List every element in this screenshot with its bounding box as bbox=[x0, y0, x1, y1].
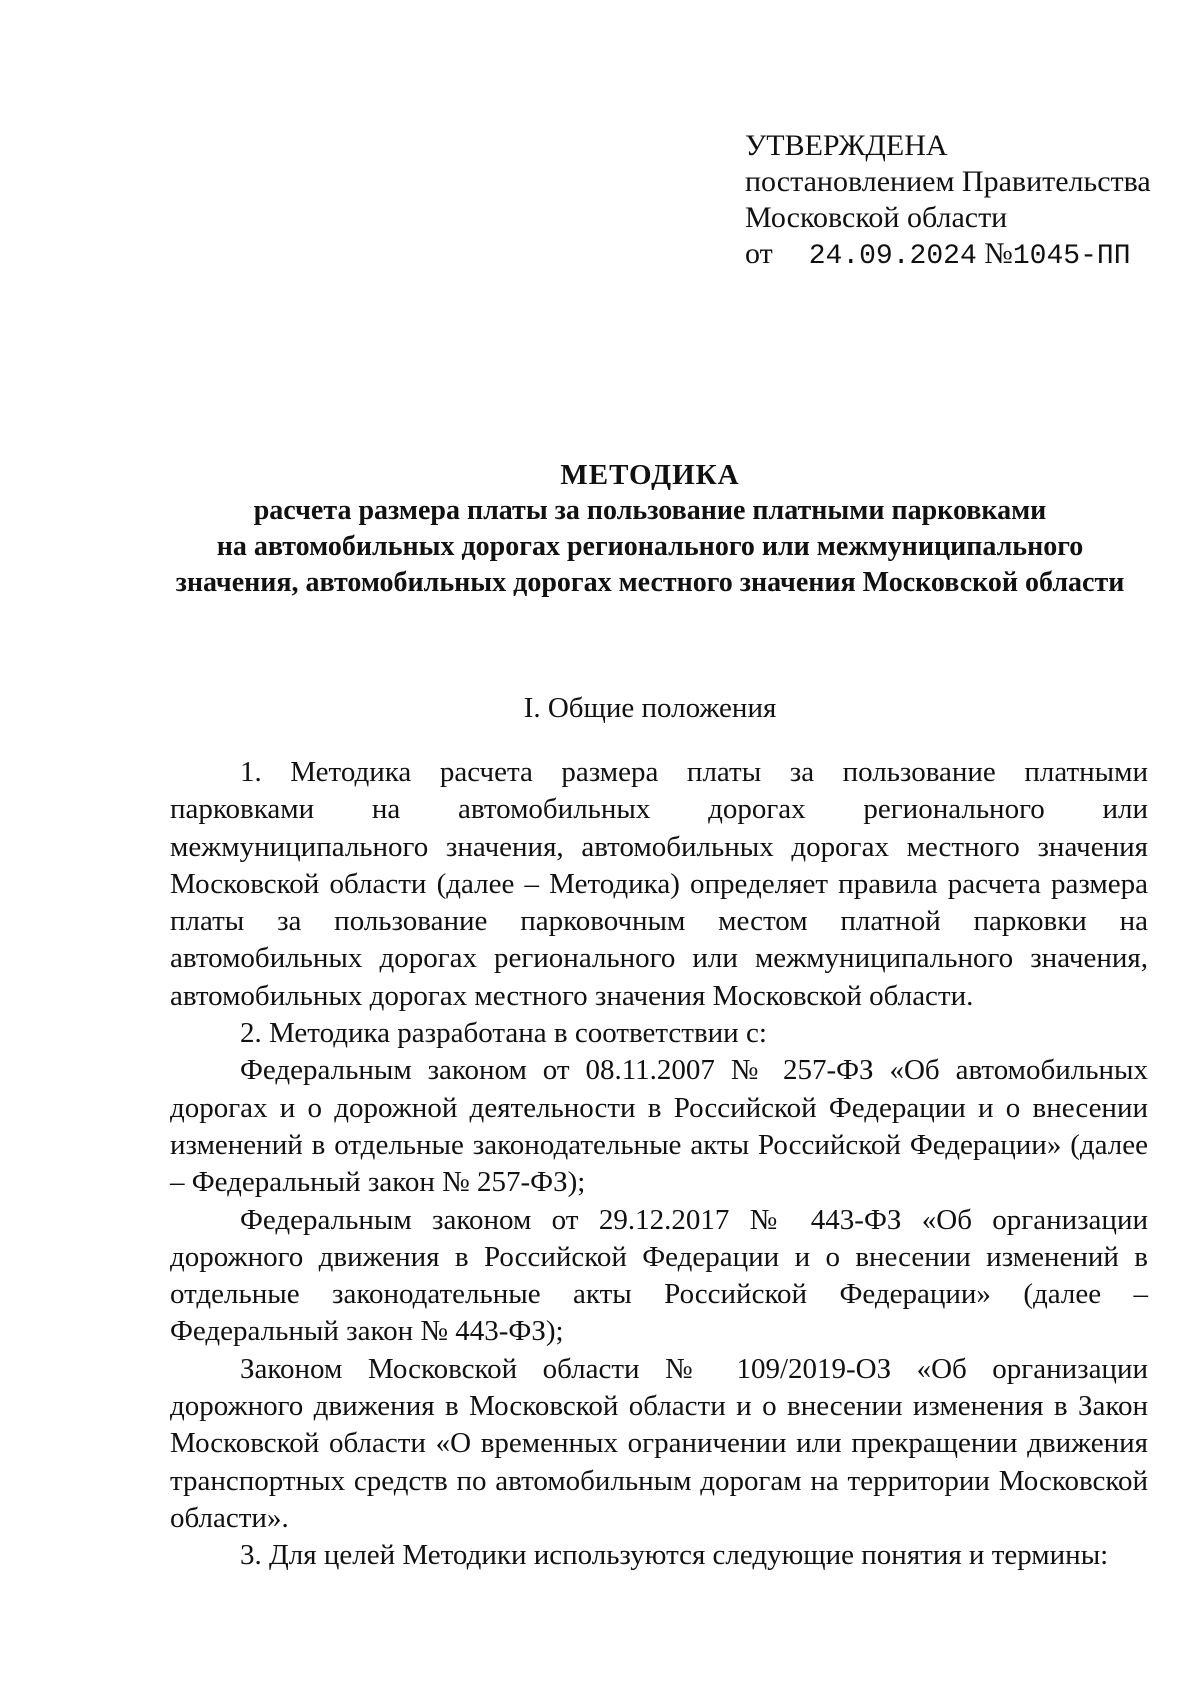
approval-number: 1045-ПП bbox=[1012, 241, 1131, 272]
number-sign: № bbox=[984, 237, 1013, 270]
title-subline-3: значения, автомобильных дорогах местного значения Московской области bbox=[175, 567, 1125, 598]
approval-doc-reference bbox=[745, 236, 1165, 275]
document-body bbox=[170, 754, 1148, 1575]
approval-stamp-block bbox=[745, 128, 1165, 275]
approval-decree-line: постановлением Правительства bbox=[745, 165, 1151, 198]
approval-region-line: Московской области bbox=[745, 201, 1008, 234]
paragraph-law-109: Законом Московской области № 109/2019-ОЗ «Об организации дорожного движения в Московской области и о внесении изменения в Закон Московской области «О временных ограничении или прекращении движения транспортных средств по автомобильным дорогам на территории Московской области». bbox=[170, 1352, 1148, 1534]
approved-label: УТВЕРЖДЕНА bbox=[745, 129, 948, 162]
paragraph-2: 2. Методика разработана в соответствии с: bbox=[240, 1017, 767, 1050]
document-title: МЕТОДИКА bbox=[560, 459, 740, 491]
paragraph-law-443: Федеральным законом от 29.12.2017 № 443-ФЗ «Об организации дорожного движения в Российской Федерации и о внесении изменений в отдельные законодательные акты Российской Федерации» (далее – Федеральный закон № 443-ФЗ); bbox=[170, 1203, 1148, 1348]
title-subline-2: на автомобильных дорогах регионального или межмуниципального bbox=[216, 531, 1084, 562]
paragraph-1: 1. Методика расчета размера платы за пользование платными парковками на автомобильных дорогах регионального или межмуниципального значения, автомобильных дорогах местного значения Московской области (далее – Методика) определяет правила расчета размера платы за пользование парковочным местом платной парковки на автомобильных дорогах регионального или межмуниципального значения, автомобильных дорогах местного значения Московской области. bbox=[170, 756, 1148, 1012]
document-title-block bbox=[150, 457, 1150, 601]
paragraph-3: 3. Для целей Методики используются следующие понятия и термины: bbox=[240, 1539, 1109, 1572]
title-subline-1: расчета размера платы за пользование платными парковками bbox=[253, 495, 1047, 526]
from-label: от bbox=[745, 237, 773, 270]
paragraph-law-257: Федеральным законом от 08.11.2007 № 257-ФЗ «Об автомобильных дорогах и о дорожной деятельности в Российской Федерации и о внесении изменений в отдельные законодательные акты Российской Федерации» (далее – Федеральный закон № 257-ФЗ); bbox=[170, 1054, 1148, 1199]
section-heading: I. Общие положения bbox=[523, 692, 777, 724]
approval-date: 24.09.2024 bbox=[808, 241, 977, 272]
